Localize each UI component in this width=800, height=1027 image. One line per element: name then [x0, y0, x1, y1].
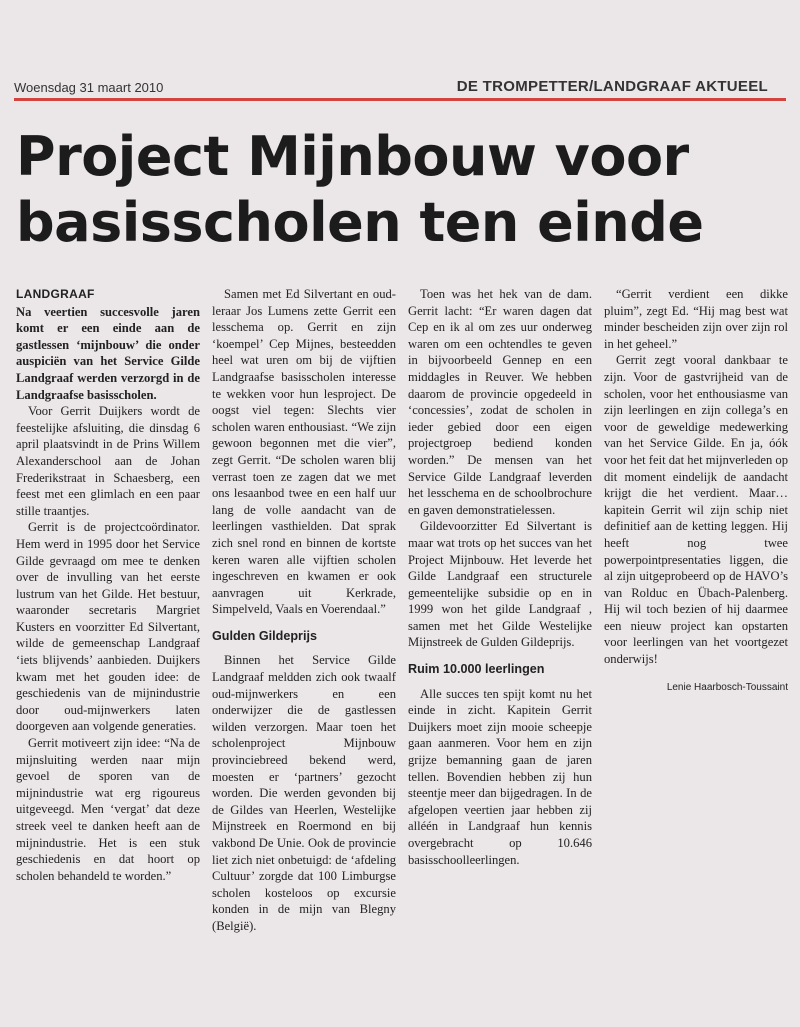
article-column-4: [604, 286, 788, 1006]
newspaper-name: DE TROMPETTER/LANDGRAAF AKTUEEL: [456, 78, 768, 95]
article-paragraph-5: Binnen het Service Gilde Landgraaf meldden zich ook twaalf oud-mijnwerkers en een onderwijzer die de gastlessen wilden verzorgen. Maar toen het scholenproject Mijnbouw provinciebreed bekend werd, moesten er ‘partners’ gezocht worden. Die werden gevonden bij de Gildes van Heerlen, Westelijke Mijnstreek en Roermond en bij vakbond De Unie. Ook de provincie liet zich niet onbetuigd: de ‘afdeling Cultuur’ zorgde dat 100 Limburgse scholen kosteloos op excursie konden in de mijn van Blegny (België).: [212, 653, 396, 933]
header-divider: [14, 98, 786, 101]
article-column-2: [212, 286, 396, 1006]
article-paragraph-3: Gerrit motiveert zijn idee: “Na de mijnsluiting werden naar mijn gevoel de sporen van de mijnindustrie wat erg rigoureus uitgeveegd. Men ‘vergat’ dat deze streek veel te danken heeft aan de mijnindustrie. Het is een stuk geschiedenis en dat hoort op scholen behandeld te worden.”: [16, 736, 200, 883]
article-paragraph-8: Alle succes ten spijt komt nu het einde in zicht. Kapitein Gerrit Duijkers moet zijn mooie scheepje gaan aanmeren. Voor hem en zijn grijze bemanning gaan de jaren tellen. Bovendien hebben zij hun steentje meer dan bijgedragen. In de afgelopen veertien jaar hebben zij alléén in Landgraaf hun kennis overgebracht op 10.646 basisschoolleerlingen.: [408, 686, 592, 867]
article-headline: Project Mijnbouw voor basisscholen ten einde: [16, 125, 704, 254]
article-dateline: LANDGRAAF: [16, 287, 95, 301]
article-body: [16, 286, 788, 1006]
subheading-gildeprijs: Gulden Gildeprijs: [212, 628, 317, 643]
article-paragraph-1: Voor Gerrit Duijkers wordt de feestelijke afsluiting, die dinsdag 6 april plaatsvindt in de Prins Willem Alexanderschool aan de Johan Frederikstraat in Schaesberg, een feest met een glimlach en een paar stille traantjes.: [16, 404, 200, 518]
article-paragraph-7: Gildevoorzitter Ed Silvertant is maar wat trots op het succes van het Project Mijnbouw. Het leverde het Gilde Landgraaf een structurele gemeentelijke subsidie op en in 1999 won het gilde Landgraaf , samen met het Gilde Westelijke Mijnstreek de Gulden Gildeprijs.: [408, 519, 592, 650]
issue-date: Woensdag 31 maart 2010: [14, 80, 164, 95]
article-paragraph-4: Samen met Ed Silvertant en oud-leraar Jos Lumens zette Gerrit een lesschema op. Gerrit en zijn ‘koempel’ Cep Mijnes, besteedden heel wat uren om bij de vijftien Landgraafse basisscholen interesse te wekken voor hun lesproject. De oogst viel tegen: Slechts vier scholen waren enthousiast. “We zijn gewoon begonnen met die vier”, zegt Gerrit. “De scholen waren blij verrast toen ze zagen dat we met ons lesaanbod twee en een half uur lang de volle aandacht van de leerlingen vasthielden. Dat sprak zich snel rond en binnen de kortste keren waren alle vijftien scholen ingeschreven en kwamen er ook aanvragen uit Kerkrade, Simpelveld, Vaals en Voerendaal.”: [212, 287, 396, 617]
article-paragraph-6: Toen was het hek van de dam. Gerrit lacht: “Er waren dagen dat Cep en ik al om zes uur onderweg waren om een ochtendles te geven in bijvoorbeeld Gennep en een middagles in Reuver. We hebben daarom de provincie opgedeeld in ‘concessies’, zodat de scholen in ieder gebied door een eigen projectgroep bediend konden worden.” De mensen van het Service Gilde Landgraaf leverden het lesschema en de schoolbrochure en gaven demonstratielessen.: [408, 287, 592, 517]
article-byline: Lenie Haarbosch-Toussaint: [666, 681, 788, 693]
article-paragraph-2: Gerrit is de projectcoördinator. Hem werd in 1995 door het Service Gilde gevraagd om mee te denken over de invulling van het eerste lustrum van het Gilde. Het bestuur, waaronder secretaris Margriet Kusters en voorzitter Ed Silvertant, wilde de gemeenschap Landgraaf ‘iets blijvends’ aanbieden. Duijkers kwam met het gouden idee: de geschiedenis van de mijnindustrie door oud-mijnwerkers laten doorgeven aan volgende generaties.: [16, 520, 200, 734]
article-column-3: [408, 286, 592, 1006]
article-paragraph-9: “Gerrit verdient een dikke pluim”, zegt Ed. “Hij mag best wat minder bescheiden zijn over zijn rol in het geheel.”: [604, 287, 788, 351]
article-paragraph-10: Gerrit zegt vooral dankbaar te zijn. Voor de gastvrijheid van de scholen, voor het enthousiasme van zijn leerlingen en zijn collega’s en voor de geweldige medewerking van het Service Gilde. En ja, óók voor het feit dat het mijnverleden op dit moment eindelijk de aandacht krijgt die het verdient. Maar… kapitein Gerrit wil zijn schip niet definitief aan de ketting leggen. Hij heeft nog twee powerpointpresentaties liggen, die al zijn uitgeprobeerd op de HAVO’s van Rolduc en Übach-Palenberg. Hij wil toch bezien of hij daarmee een nieuw project kan opstarten voor leerlingen van het voortgezet onderwijs!: [604, 353, 788, 667]
subheading-leerlingen: Ruim 10.000 leerlingen: [408, 662, 545, 677]
article-column-1: [16, 286, 200, 1006]
article-lead: Na veertien succesvolle jaren komt er een einde aan de gastlessen ‘mijnbouw’ die onder auspiciën van het Service Gilde Landgraaf werden verzorgd in de Landgraafse basisscholen.: [16, 304, 200, 402]
